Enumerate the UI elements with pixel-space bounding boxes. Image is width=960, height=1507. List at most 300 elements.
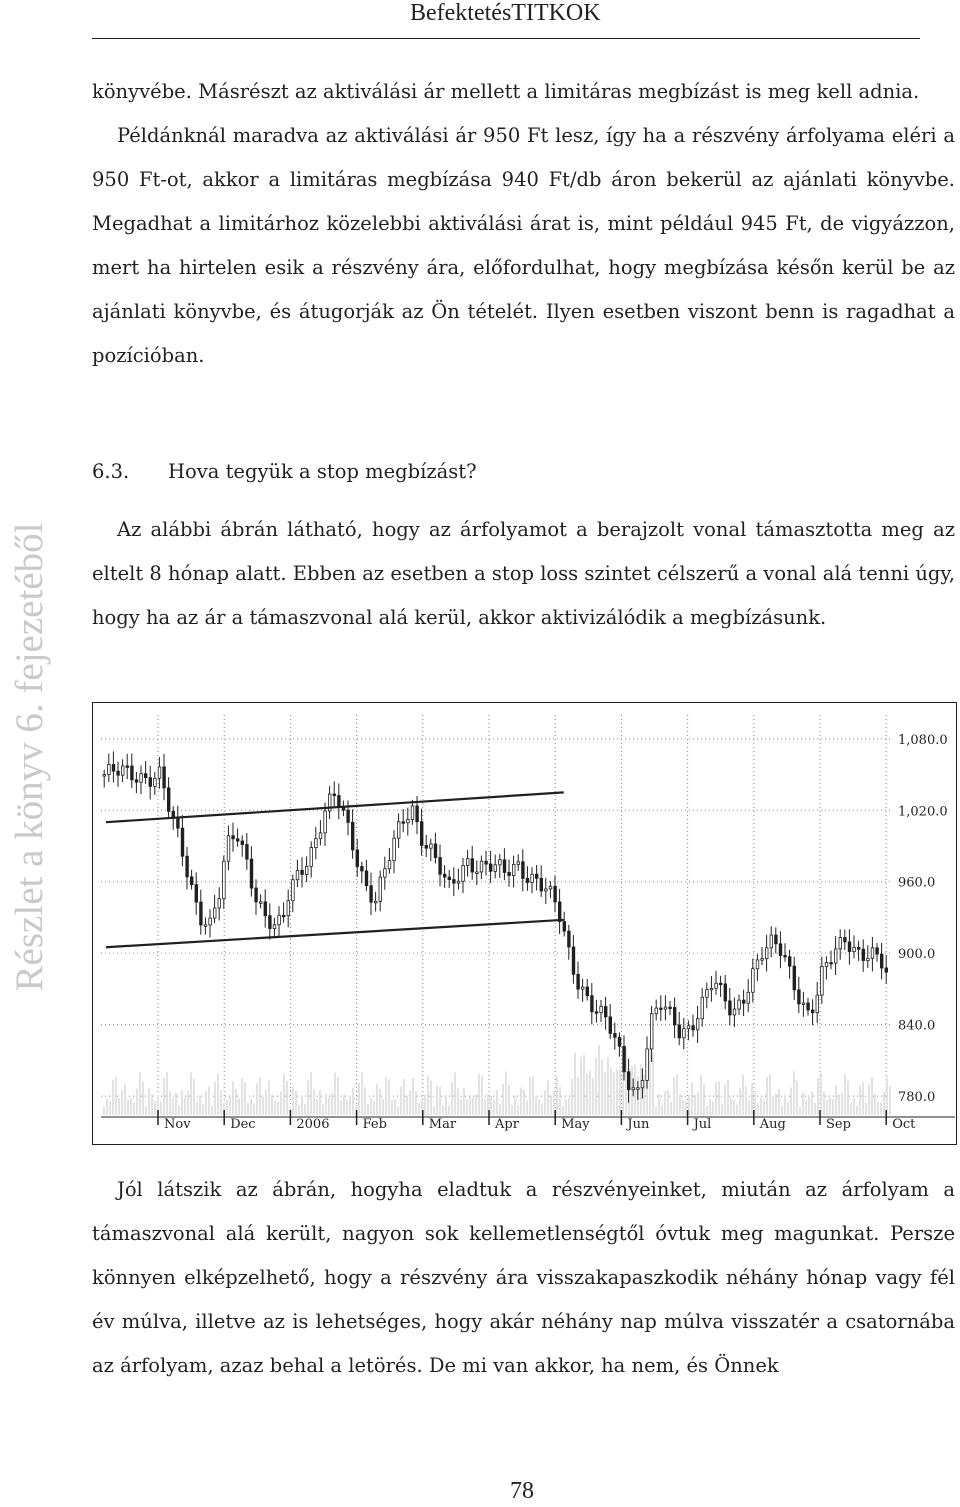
volume-bar	[346, 1100, 348, 1115]
volume-bar	[277, 1102, 279, 1115]
volume-bar	[205, 1091, 207, 1115]
volume-bar	[739, 1088, 741, 1115]
volume-bar	[379, 1089, 381, 1115]
candle-down	[370, 886, 373, 902]
volume-bar	[562, 1106, 564, 1115]
volume-bar	[880, 1103, 882, 1115]
candle-up	[388, 861, 391, 869]
candle-up	[765, 948, 768, 959]
volume-bar	[130, 1098, 132, 1115]
volume-bar	[460, 1099, 462, 1115]
candle-down	[333, 794, 336, 796]
volume-bar	[436, 1086, 438, 1115]
volume-bar	[322, 1104, 324, 1115]
candle-down	[439, 858, 442, 875]
running-title: BefektetésTITKOK	[410, 0, 601, 26]
volume-bar	[472, 1098, 474, 1115]
volume-bar	[274, 1101, 276, 1115]
candle-up	[466, 859, 469, 866]
candle-down	[443, 874, 446, 877]
y-tick-label: 1,020.0	[898, 804, 948, 820]
volume-bar	[877, 1102, 879, 1115]
support-trendline	[106, 920, 564, 947]
volume-bar	[583, 1055, 585, 1115]
volume-bar	[787, 1102, 789, 1115]
candle-down	[522, 862, 525, 879]
volume-bar	[394, 1099, 396, 1115]
volume-bar	[241, 1078, 243, 1115]
volume-bar	[799, 1106, 801, 1115]
volume-bar	[145, 1106, 147, 1115]
volume-bar	[721, 1104, 723, 1115]
volume-bar	[247, 1103, 249, 1115]
volume-bar	[124, 1084, 126, 1115]
volume-bar	[802, 1092, 804, 1115]
volume-bar	[598, 1045, 600, 1115]
volume-bar	[367, 1104, 369, 1115]
volume-bar	[178, 1105, 180, 1115]
candle-down	[250, 859, 253, 888]
sidebar-caption: Részlet a könyv 6. fejezetéből	[8, 522, 51, 992]
volume-bar	[697, 1092, 699, 1115]
candle-down	[163, 767, 166, 788]
volume-bar	[838, 1095, 840, 1115]
candle-up	[600, 1007, 603, 1013]
volume-bar	[658, 1094, 660, 1115]
volume-bar	[142, 1082, 144, 1115]
volume-bar	[547, 1081, 549, 1115]
candle-up	[770, 935, 773, 948]
resistance-trendline	[106, 792, 564, 822]
candle-up	[397, 822, 400, 838]
volume-bar	[760, 1098, 762, 1115]
volume-bar	[199, 1096, 201, 1115]
candle-up	[871, 948, 874, 958]
volume-bar	[835, 1085, 837, 1115]
candle-down	[172, 811, 175, 817]
candle-up	[218, 899, 221, 908]
volume-bar	[238, 1098, 240, 1115]
volume-bar	[544, 1091, 546, 1115]
candle-up	[825, 963, 828, 967]
volume-bar	[424, 1095, 426, 1115]
text-block-bottom	[92, 1168, 955, 1388]
candle-up	[411, 806, 414, 820]
volume-bar	[535, 1097, 537, 1115]
volume-bar	[364, 1087, 366, 1115]
candle-up	[213, 908, 216, 918]
volume-bar	[805, 1100, 807, 1115]
candle-down	[135, 780, 138, 782]
volume-bar	[613, 1072, 615, 1115]
volume-bar	[298, 1105, 300, 1115]
candle-down	[862, 949, 865, 960]
volume-bar	[106, 1099, 108, 1115]
candle-down	[402, 822, 405, 824]
volume-bar	[652, 1055, 654, 1115]
volume-bar	[493, 1100, 495, 1115]
volume-bar	[781, 1105, 783, 1115]
candle-up	[816, 995, 819, 1013]
volume-bar	[568, 1098, 570, 1115]
candle-down	[784, 955, 787, 957]
volume-bar	[889, 1086, 891, 1115]
candle-down	[167, 788, 170, 811]
volume-bar	[574, 1053, 576, 1115]
volume-bar	[190, 1072, 192, 1115]
volume-bar	[448, 1106, 450, 1115]
volume-bar	[730, 1097, 732, 1115]
candle-down	[572, 947, 575, 974]
volume-bar	[109, 1101, 111, 1115]
volume-bar	[265, 1090, 267, 1115]
volume-bar	[589, 1071, 591, 1115]
volume-bar	[844, 1074, 846, 1115]
volume-bar	[784, 1095, 786, 1115]
section-number: 6.3.	[92, 460, 130, 483]
volume-bar	[649, 1043, 651, 1115]
candle-down	[365, 871, 368, 886]
candle-up	[103, 775, 106, 777]
candle-up	[687, 1026, 690, 1029]
volume-bar	[571, 1079, 573, 1115]
volume-bar	[127, 1099, 129, 1115]
candle-up	[121, 766, 124, 775]
volume-bar	[475, 1095, 477, 1115]
volume-bar	[796, 1081, 798, 1115]
volume-bar	[616, 1070, 618, 1115]
volume-bar	[685, 1101, 687, 1115]
volume-bar	[715, 1082, 717, 1115]
candle-down	[554, 886, 557, 902]
candle-up	[287, 901, 290, 916]
volume-bar	[139, 1073, 141, 1115]
candle-down	[673, 1008, 676, 1025]
candle-up	[738, 1000, 741, 1009]
volume-bar	[226, 1100, 228, 1115]
x-tick-label: Sep	[826, 1117, 851, 1132]
volume-bar	[778, 1089, 780, 1115]
volume-bar	[682, 1100, 684, 1115]
candle-down	[195, 885, 198, 902]
candle-down	[807, 1003, 810, 1010]
volume-bar	[235, 1089, 237, 1115]
volume-bar	[736, 1104, 738, 1115]
candle-down	[200, 902, 203, 925]
volume-bar	[184, 1098, 186, 1115]
volume-bar	[301, 1096, 303, 1115]
volume-bar	[871, 1077, 873, 1115]
volume-bar	[565, 1100, 567, 1115]
volume-bar	[619, 1069, 621, 1115]
candle-up	[273, 925, 276, 929]
section-title: Hova tegyük a stop megbízást?	[168, 460, 477, 483]
volume-bar	[700, 1075, 702, 1115]
volume-bar	[244, 1082, 246, 1115]
paragraph-2: Példánknál maradva az aktiválási ár 950 Ft lesz, így ha a részvény árfolyama eléri a 950 Ft-ot, akkor a limitáras megbízása 940 Ft/db áron bekerül az ajánlati könyvbe. Megadhat a limitárhoz közelebbi aktiválási árat is, mint például 945 Ft, de vigyázzon, mert ha hirtelen esik a részvény ára, előfordulhat, hogy megbízása későn kerül be az ajánlati könyvbe, és átugorják az Ön tételét. Ilyen esetben viszont benn is ragadhat a pozícióban.	[92, 124, 955, 367]
volume-bar	[445, 1097, 447, 1115]
chart-canvas	[93, 703, 955, 1143]
volume-bar	[400, 1087, 402, 1115]
candle-down	[830, 963, 833, 965]
candle-up	[650, 1014, 653, 1049]
volume-bar	[466, 1100, 468, 1115]
volume-bar	[307, 1080, 309, 1115]
candle-down	[117, 771, 120, 775]
candle-down	[144, 774, 147, 778]
volume-bar	[169, 1091, 171, 1115]
volume-bar	[202, 1104, 204, 1115]
candle-down	[857, 947, 860, 949]
volume-bar	[874, 1093, 876, 1115]
candle-down	[719, 983, 722, 985]
candle-down	[729, 1001, 732, 1015]
candle-down	[416, 806, 419, 822]
volume-bar	[790, 1088, 792, 1115]
volume-bar	[262, 1097, 264, 1115]
volume-bar	[724, 1085, 726, 1115]
volume-bar	[886, 1077, 888, 1115]
candle-up	[158, 767, 161, 778]
volume-bar	[868, 1084, 870, 1115]
candle-up	[853, 947, 856, 951]
volume-bar	[187, 1091, 189, 1115]
volume-bar	[112, 1080, 114, 1115]
volume-bar	[403, 1079, 405, 1115]
y-tick-label: 840.0	[898, 1018, 936, 1034]
volume-bar	[313, 1090, 315, 1115]
text-block-middle	[92, 508, 955, 640]
volume-bar	[847, 1081, 849, 1115]
volume-bar	[481, 1076, 483, 1115]
paragraph-3: Az alábbi ábrán látható, hogy az árfolyamot a berajzolt vonal támasztotta meg az eltelt 8 hónap alatt. Ebben az esetben a stop loss szintet célszerű a vonal alá tenni úgy, hogy ha az ár a támaszvonal alá kerül, akkor aktivizálódik a megbízásunk.	[92, 518, 955, 629]
volume-bar	[742, 1075, 744, 1115]
volume-bar	[505, 1071, 507, 1115]
volume-bar	[340, 1101, 342, 1115]
candle-down	[453, 880, 456, 883]
candle-up	[549, 886, 552, 889]
candle-up	[761, 959, 764, 961]
volume-bar	[451, 1082, 453, 1115]
volume-bar	[673, 1077, 675, 1115]
candle-up	[683, 1029, 686, 1038]
candle-up	[581, 987, 584, 989]
volume-bar	[250, 1099, 252, 1115]
x-tick-label: Oct	[892, 1117, 916, 1132]
candle-down	[489, 864, 492, 871]
volume-bar	[850, 1103, 852, 1115]
volume-bar	[478, 1074, 480, 1115]
volume-bar	[523, 1090, 525, 1115]
candle-down	[623, 1046, 626, 1071]
candle-up	[664, 1007, 667, 1009]
volume-bar	[559, 1087, 561, 1115]
volume-bar	[310, 1072, 312, 1115]
volume-bar	[661, 1105, 663, 1115]
candle-up	[531, 874, 534, 882]
candle-down	[595, 1012, 598, 1014]
volume-bar	[820, 1073, 822, 1115]
volume-bar	[694, 1095, 696, 1115]
y-tick-label: 780.0	[898, 1090, 936, 1106]
candle-up	[715, 983, 718, 988]
candle-down	[742, 1000, 745, 1003]
volume-bar	[829, 1098, 831, 1115]
candle-up	[545, 889, 548, 891]
volume-bar	[211, 1106, 213, 1115]
candle-up	[384, 869, 387, 877]
volume-bar	[691, 1083, 693, 1115]
volume-bar	[655, 1107, 657, 1115]
candle-up	[632, 1088, 635, 1090]
candle-down	[678, 1025, 681, 1038]
candle-up	[223, 861, 226, 899]
candle-up	[752, 969, 755, 993]
candle-up	[278, 915, 281, 924]
volume-bar	[292, 1087, 294, 1115]
volume-bar	[709, 1099, 711, 1115]
candle-up	[305, 866, 308, 874]
volume-bar	[418, 1103, 420, 1115]
candle-down	[255, 888, 258, 902]
candle-down	[301, 870, 304, 874]
volume-bar	[166, 1072, 168, 1115]
volume-bar	[508, 1085, 510, 1115]
candle-down	[880, 954, 883, 968]
volume-bar	[607, 1057, 609, 1115]
volume-bar	[181, 1091, 183, 1115]
candle-down	[448, 877, 451, 880]
candle-up	[407, 819, 410, 822]
y-tick-label: 960.0	[898, 875, 936, 891]
candle-up	[457, 881, 460, 883]
candle-up	[756, 960, 759, 969]
volume-bar	[415, 1091, 417, 1115]
volume-bar	[220, 1090, 222, 1115]
y-tick-label: 1,080.0	[898, 732, 948, 748]
volume-bar	[358, 1083, 360, 1115]
candle-down	[112, 764, 115, 771]
volume-bar	[193, 1079, 195, 1115]
candle-up	[227, 836, 230, 861]
volume-bar	[811, 1091, 813, 1115]
candle-down	[669, 1007, 672, 1009]
candle-down	[126, 766, 129, 768]
volume-bar	[304, 1104, 306, 1115]
candle-down	[558, 902, 561, 922]
volume-bar	[319, 1090, 321, 1115]
volume-bar	[766, 1077, 768, 1115]
volume-bar	[703, 1084, 705, 1115]
volume-bar	[295, 1090, 297, 1115]
x-tick-label: Feb	[362, 1117, 387, 1132]
volume-bar	[331, 1093, 333, 1115]
volume-bar	[271, 1095, 273, 1115]
candle-up	[462, 865, 465, 881]
candle-down	[627, 1072, 630, 1090]
candle-down	[356, 850, 359, 867]
volume-bar	[160, 1102, 162, 1115]
candle-down	[241, 841, 244, 844]
candle-down	[351, 822, 354, 850]
candle-down	[563, 922, 566, 932]
volume-bar	[316, 1099, 318, 1115]
candle-down	[131, 766, 134, 780]
volume-bar	[664, 1091, 666, 1115]
candle-down	[503, 860, 506, 873]
candle-up	[655, 1008, 658, 1014]
candle-up	[476, 872, 479, 874]
candle-down	[586, 987, 589, 996]
candle-up	[259, 902, 262, 904]
volume-bar	[517, 1105, 519, 1115]
price-chart	[92, 702, 957, 1145]
volume-bar	[103, 1106, 105, 1115]
volume-bar	[337, 1077, 339, 1115]
volume-bar	[283, 1074, 285, 1115]
volume-bar	[793, 1071, 795, 1115]
volume-bar	[748, 1100, 750, 1115]
volume-bar	[280, 1092, 282, 1115]
candle-up	[646, 1049, 649, 1080]
volume-bar	[175, 1093, 177, 1115]
candle-down	[577, 974, 580, 989]
volume-bar	[856, 1105, 858, 1115]
text-block-top	[92, 70, 955, 378]
candle-down	[848, 942, 851, 952]
volume-bar	[520, 1087, 522, 1115]
volume-bar	[853, 1098, 855, 1115]
volume-bar	[343, 1095, 345, 1115]
candle-down	[604, 1007, 607, 1017]
candle-up	[499, 860, 502, 865]
volume-bar	[532, 1076, 534, 1115]
candle-up	[802, 1003, 805, 1005]
volume-bar	[775, 1094, 777, 1115]
volume-bar	[514, 1096, 516, 1115]
volume-bar	[232, 1081, 234, 1115]
header-rule	[92, 38, 920, 39]
candle-down	[434, 844, 437, 858]
candle-down	[591, 996, 594, 1012]
volume-bar	[397, 1107, 399, 1115]
candle-up	[821, 967, 824, 996]
candle-down	[149, 778, 152, 787]
x-tick-label: Jun	[627, 1117, 650, 1132]
volume-bar	[763, 1099, 765, 1115]
volume-bar	[577, 1077, 579, 1115]
volume-bar	[496, 1090, 498, 1115]
volume-bar	[439, 1087, 441, 1115]
candle-up	[701, 997, 704, 1018]
candle-down	[361, 867, 364, 871]
candle-down	[282, 915, 285, 917]
candle-down	[609, 1017, 612, 1034]
volume-bar	[214, 1082, 216, 1115]
volume-bar	[328, 1098, 330, 1115]
volume-bar	[376, 1084, 378, 1115]
volume-bar	[865, 1103, 867, 1115]
candle-down	[793, 966, 796, 990]
candle-down	[269, 916, 272, 929]
volume-bar	[595, 1057, 597, 1115]
volume-bar	[580, 1057, 582, 1115]
candle-down	[190, 877, 193, 885]
candle-down	[876, 948, 879, 954]
volume-bar	[115, 1077, 117, 1115]
volume-bar	[172, 1098, 174, 1115]
candle-up	[867, 958, 870, 960]
